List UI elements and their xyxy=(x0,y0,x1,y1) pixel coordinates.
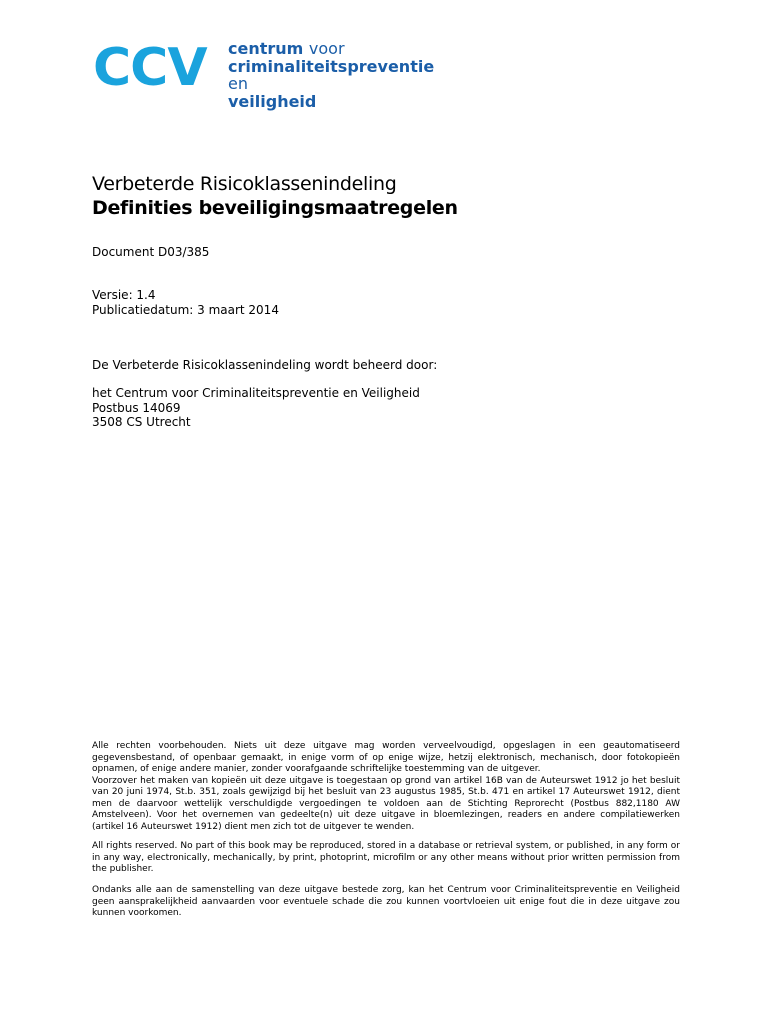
logo-text xyxy=(228,40,434,110)
title-line-2: Definities beveiligingsmaatregelen xyxy=(92,197,458,219)
title-line-1: Verbeterde Risicoklassenindeling xyxy=(92,173,397,195)
address-postbus: Postbus 14069 xyxy=(92,400,181,415)
disclaimer-paragraph: Ondanks alle aan de samenstelling van deze uitgave bestede zorg, kan het Centrum voor Criminaliteitspreventie en Veiligheid geen aansprakelijkheid aanvaarden voor eventuele schade die zou kunnen voortvloeien uit enige fout die in deze uitgave zou kunnen voorkomen. xyxy=(92,885,680,918)
address-organisation: het Centrum voor Criminaliteitspreventie en Veiligheid xyxy=(92,386,420,400)
logo-letters: CCV xyxy=(93,38,207,98)
rights-paragraph-en: All rights reserved. No part of this book may be reproduced, stored in a database or retrieval system, or published, in any form or in any way, electronically, mechanically, by print, photoprint, microfilm or any other means without prior written permission from the publisher. xyxy=(92,841,680,874)
logo-line-3 xyxy=(228,93,434,111)
logo-line-1 xyxy=(228,40,434,58)
rights-paragraph-nl: Alle rechten voorbehouden. Niets uit deze uitgave mag worden verveelvoudigd, opgeslagen in een geautomatiseerd gegevensbestand, of openbaar gemaakt, in enige vorm of op enige wijze, hetzij elektronisch, mechanisch, door fotokopieën opnamen, of enige andere manier, zonder voorafgaande schriftelijke toestemming van de uitgever. xyxy=(92,741,680,774)
logo-line-2-bold: criminaliteitspreventie xyxy=(228,56,435,76)
logo-line-2 xyxy=(228,58,434,93)
logo-line-1-bold: centrum xyxy=(228,39,304,58)
version-block xyxy=(92,288,279,317)
logo-line-3-bold: veiligheid xyxy=(228,91,317,111)
address-city: 3508 CS Utrecht xyxy=(92,415,191,429)
ccv-logo xyxy=(93,38,435,111)
managed-by-text: De Verbeterde Risicoklassenindeling wordt beheerd door: xyxy=(92,358,438,372)
document-title xyxy=(92,172,458,220)
address-block xyxy=(92,386,420,430)
copying-paragraph-nl: Voorzover het maken van kopieën uit deze uitgave is toegestaan op grond van artikel 16B van de Auteurswet 1912 jo het besluit van 20 juni 1974, St.b. 351, zoals gewijzigd bij het besluit van 23 augustus 1985, St.b. 471 en artikel 17 Auteurswet 1912, dient men de daarvoor wettelijk verschuldigde vergoedingen te voldoen aan de Stichting Reprorecht (Postbus 882,1180 AW Amstelveen). Voor het overnemen van gedeelte(n) uit deze uitgave in bloemlezingen, readers en andere compilatiewerken (artikel 16 Auteurswet 1912) dient men zich tot de uitgever te wenden. xyxy=(92,775,680,832)
document-number: Document D03/385 xyxy=(92,245,210,259)
legal-notice-en xyxy=(92,841,680,876)
disclaimer xyxy=(92,885,680,920)
legal-notice-nl xyxy=(92,741,680,833)
logo-line-1-rest: voor xyxy=(308,39,345,58)
logo-line-2-rest: en xyxy=(228,74,248,93)
publication-date: Publicatiedatum: 3 maart 2014 xyxy=(92,302,279,317)
version: Versie: 1.4 xyxy=(92,288,156,302)
